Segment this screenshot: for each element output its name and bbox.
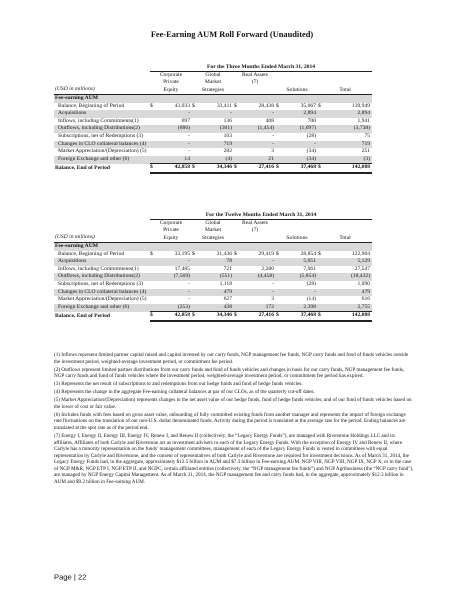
footnote: (7) Energy I, Energy II, Energy III, Energy IV, Renew I, and Renew II (collectively, the “Legacy Energy Funds”), are managed with Riverstone Holdings LLC and its affiliates. Affiliates of both Carlyle and Riverstone act as investment advisers to each of the Legacy Energy Funds. With the exception of Energy IV and Renew II, where Carlyle has a minority representation on the funds’ management committees, management of each of the Legacy Energy Funds is vested in committees with equal representation by Carlyle and Riverstone, and the consent of representatives of both Carlyle and Riverstone are required for investment decisions. As of March 31, 2014, the Legacy Energy Funds had, in the aggregate, approximately $12.5 billion in AUM and $7.3 billion in Fee-earning AUM. NGP VIII, NGP VIII, NGP IX, NGP X, or in the case of NGP M&R, NGP ETP I, NGP ETP II, and NGPC, certain affiliated entities (collectively, the “NGP management fee funds”) and NGP Agribusiness (the “NGP carry fund”), are managed by NGP Energy Capital Management. As of March 31, 2014, the NGP management fee and carry funds had, in the aggregate, approximately $12.3 billion in AUM and $9.2 billion in Fee-earning AUM.: [54, 433, 414, 485]
column-header: Strategies: [192, 86, 234, 94]
currency-symbol: $: [192, 250, 195, 257]
currency-symbol: $: [318, 312, 324, 321]
row-label: Balance, Beginning of Period: [58, 250, 125, 257]
period-heading: For the Three Months Ended March 31, 2014: [150, 63, 372, 72]
table-cell: (1,097): [282, 125, 318, 133]
table-cell: 28,438: [258, 102, 274, 109]
total-row: [54, 164, 372, 173]
table-cell: -: [282, 289, 318, 297]
table-cell: 3: [271, 296, 274, 303]
table-row: [54, 148, 372, 156]
currency-symbol: $: [192, 102, 195, 109]
currency-symbol: $: [318, 102, 321, 109]
column-header: Solutions: [276, 234, 318, 242]
currency-symbol: $: [276, 164, 282, 173]
table-cell: -: [188, 132, 190, 139]
column-header-row: [54, 234, 372, 242]
currency-symbol: $: [234, 164, 240, 173]
table-cell: (301): [198, 125, 234, 133]
table-cell: (4): [198, 156, 234, 164]
column-header: Corporate: [159, 72, 183, 78]
table-cell: 627: [223, 296, 232, 303]
period-header-row: [54, 211, 372, 220]
page-label: Page: [54, 572, 72, 582]
table-row: [54, 296, 372, 304]
table-cell: 27,416: [240, 312, 276, 321]
table-cell: -: [156, 110, 192, 118]
table-row: [54, 289, 372, 297]
row-label: Acquisitions: [54, 110, 150, 118]
column-header-row: [54, 220, 372, 228]
currency-symbol: $: [150, 164, 156, 173]
currency-symbol: $: [318, 250, 321, 257]
column-header-row: [54, 86, 372, 94]
table-cell: 27,416: [240, 164, 276, 173]
column-header: Market: [204, 79, 222, 86]
column-header: Market: [204, 227, 222, 234]
footnote: (6) Includes funds with fees based on gross asset value, onboarding of fully committed existing funds from another manager and represents the impact of foreign exchange rate fluctuations on the translation of our non-U.S. dollar denominated funds. Activity during the period is translated at the average rate for the period. Ending balances are translated at the spot rate as of the period end.: [54, 411, 406, 431]
page-separator: |: [73, 572, 76, 582]
table-cell: 35,067: [300, 102, 316, 109]
period-heading: For the Twelve Months Ended March 31, 2014: [150, 211, 372, 220]
currency-symbol: $: [150, 102, 153, 109]
table-cell: -: [156, 289, 192, 297]
column-header: Global: [205, 72, 221, 78]
table-cell: 37,468: [282, 312, 318, 321]
column-header: (7): [251, 79, 259, 86]
table-cell: 479: [198, 289, 234, 297]
table-row: [54, 251, 372, 259]
column-header: Equity: [150, 86, 192, 94]
three-month-roll-forward-table: [54, 63, 372, 174]
column-header: Private: [163, 79, 179, 86]
row-label: Outflows, including Distributions(2): [54, 125, 150, 133]
table-cell: 3: [271, 148, 274, 155]
column-header-row: [54, 79, 372, 86]
table-cell: 27,547: [354, 265, 371, 272]
table-cell: 37,468: [282, 164, 318, 173]
table-cell: (253): [156, 304, 192, 312]
table-cell: 5,051: [282, 258, 318, 266]
row-label: Foreign Exchange and other (6): [54, 156, 150, 164]
table-cell: 17,485: [174, 265, 190, 272]
row-label: Changes in CLO collateral balances (4): [54, 141, 150, 149]
column-header: Total: [318, 86, 372, 94]
footnote: (4) Represents the change in the aggregate Fee-earning collateral balances at par of our CLOs, as of the quarterly cut-off dates.: [54, 389, 315, 396]
currency-symbol: $: [234, 102, 237, 109]
table-cell: 34,346: [198, 164, 234, 173]
table-cell: 21: [240, 156, 276, 164]
table-cell: 33,195: [174, 250, 190, 257]
section-header-row: [54, 243, 372, 251]
table-row: [54, 125, 372, 133]
table-cell: -: [240, 289, 276, 297]
table-cell: 142,088: [324, 312, 372, 321]
table-cell: (4,458): [240, 273, 276, 281]
table-row: [54, 141, 372, 149]
row-label: Inflows, including Commitments(1): [58, 117, 139, 124]
row-label: Balance, End of Period: [55, 165, 111, 172]
footnote: (2) Outflows represent limited partner distributions from our carry funds and fund of funds vehicles and changes in basis for our carry funds, NGP management fee funds, NGP carry funds and fund of funds vehicles where the investment period, weighted-average investment period, or commitment fee period has expired.: [54, 366, 405, 380]
currency-symbol: $: [192, 312, 198, 321]
row-label: Inflows, including Commitments(1): [58, 265, 139, 272]
table-cell: 719: [324, 141, 372, 149]
currency-symbol: $: [276, 250, 279, 257]
column-header-row: [54, 227, 372, 234]
table-cell: 1,090: [357, 280, 371, 287]
footnote: (1) Inflows represent limited partner capital raised and capital invested by our carry funds, NGP management fee funds, NGP carry funds and fund of funds vehicles outside the investment period, weighted-average investment period, or commitment fee period.: [54, 352, 409, 365]
column-header: Strategies: [192, 234, 234, 242]
table-cell: -: [272, 132, 274, 139]
currency-symbol: $: [276, 102, 279, 109]
table-cell: 2,280: [261, 265, 274, 272]
table-cell: 1,118: [219, 280, 232, 287]
table-cell: 34,346: [198, 312, 234, 321]
row-label: Market Appreciation/(Depreciation) (5): [58, 296, 147, 303]
table-cell: (7,569): [156, 273, 192, 281]
table-cell: 408: [265, 117, 274, 124]
table-cell: 28,854: [300, 250, 316, 257]
twelve-month-roll-forward-table: [54, 211, 372, 322]
table-cell: 75: [364, 132, 371, 139]
table-cell: 42,858: [156, 164, 192, 173]
section-header-row: [54, 95, 372, 103]
page-footer: [54, 572, 86, 582]
table-cell: 719: [198, 141, 234, 149]
table-row: [54, 133, 372, 141]
currency-symbol: $: [150, 250, 153, 257]
table-row: [54, 273, 372, 281]
currency-symbol: $: [234, 312, 240, 321]
table-row: [54, 156, 372, 164]
table-cell: 2,398: [282, 304, 318, 312]
currency-symbol: $: [234, 250, 237, 257]
table-cell: -: [282, 141, 318, 149]
table-cell: 2,755: [324, 304, 372, 312]
section-label: Fee-earning AUM: [54, 243, 150, 251]
table-cell: -: [240, 110, 276, 118]
table-cell: -: [198, 110, 234, 118]
table-row: [54, 281, 372, 289]
table-cell: 2,894: [324, 110, 372, 118]
page-title: Fee-Earning AUM Roll Forward (Unaudited): [150, 30, 314, 39]
table-cell: 616: [361, 296, 371, 303]
currency-symbol: $: [318, 164, 324, 173]
table-cell: -: [156, 141, 192, 149]
total-row: [54, 312, 372, 321]
row-label: Foreign Exchange and other (6): [54, 304, 150, 312]
table-cell: -: [272, 280, 274, 287]
table-cell: 697: [181, 117, 190, 124]
footnote: (3) Represents the net result of subscriptions to and redemptions from our hedge funds and fund of hedge funds vehicles.: [54, 381, 303, 388]
table-cell: (3): [324, 156, 372, 164]
table-cell: -: [240, 141, 276, 149]
table-row: [54, 118, 372, 126]
table-cell: 14: [156, 156, 192, 164]
table-cell: 1,941: [357, 117, 371, 124]
table-cell: 78: [198, 258, 234, 266]
row-label: Outflows, including Distributions(2): [54, 273, 150, 281]
table-cell: -: [188, 296, 190, 303]
row-label: Balance, End of Period: [55, 313, 111, 320]
column-header: Solutions: [276, 86, 318, 94]
footnote: (5) Market Appreciation/(Depreciation) represents changes in the net asset value of our hedge funds, fund of hedge funds vehicles, and of our fund of funds vehicles based on the lower of cost or fair value.: [54, 397, 412, 410]
row-label: Market Appreciation/(Depreciation) (5): [58, 148, 147, 155]
table-cell: -: [156, 258, 192, 266]
column-header: Total: [318, 234, 372, 242]
units-label: (USD in millions): [54, 234, 150, 242]
table-cell: 282: [223, 148, 232, 155]
table-cell: 136: [223, 117, 232, 124]
column-header: Private: [163, 227, 179, 234]
table-cell: (28): [306, 280, 316, 287]
table-cell: 721: [223, 265, 232, 272]
table-row: [54, 103, 372, 111]
column-header: Real Assets: [242, 220, 268, 226]
table-cell: (28): [306, 132, 316, 139]
table-cell: (3,738): [324, 125, 372, 133]
table-row: [54, 258, 372, 266]
table-cell: 479: [324, 289, 372, 297]
section-label: Fee-earning AUM: [54, 95, 150, 103]
table-cell: (551): [198, 273, 234, 281]
column-header: (7): [251, 227, 259, 234]
units-label: (USD in millions): [54, 86, 150, 94]
table-row: [54, 304, 372, 312]
table-cell: (14): [306, 296, 316, 303]
table-cell: -: [240, 258, 276, 266]
row-label: Balance, Beginning of Period: [58, 102, 125, 109]
row-label: Acquisitions: [54, 258, 150, 266]
table-cell: 122,904: [351, 250, 371, 257]
table-cell: 2,894: [282, 110, 318, 118]
currency-symbol: $: [276, 312, 282, 321]
table-cell: 103: [223, 132, 232, 139]
table-row: [54, 266, 372, 274]
currency-symbol: $: [150, 312, 156, 321]
page-number: 22: [77, 572, 87, 582]
table-cell: (34): [282, 156, 318, 164]
column-header: Corporate: [159, 220, 183, 226]
table-cell: (1,454): [240, 125, 276, 133]
column-header: Global: [205, 220, 221, 226]
table-cell: 142,088: [324, 164, 372, 173]
table-cell: 251: [361, 148, 371, 155]
row-label: Changes in CLO collateral balances (4): [54, 289, 150, 297]
table-cell: -: [188, 280, 190, 287]
table-cell: (886): [156, 125, 192, 133]
table-cell: 172: [240, 304, 276, 312]
period-header-row: [54, 63, 372, 72]
table-cell: (5,854): [282, 273, 318, 281]
column-header-row: [54, 72, 372, 80]
table-row: [54, 110, 372, 118]
table-cell: 139,949: [351, 102, 371, 109]
table-cell: 31,436: [216, 250, 232, 257]
table-cell: 700: [307, 117, 316, 124]
table-cell: 42,858: [156, 312, 192, 321]
table-cell: 438: [198, 304, 234, 312]
table-cell: 5,129: [324, 258, 372, 266]
column-header: Real Assets: [242, 72, 268, 78]
table-cell: 43,033: [174, 102, 190, 109]
table-cell: (34): [306, 148, 316, 155]
table-cell: (18,432): [324, 273, 372, 281]
table-cell: -: [188, 148, 190, 155]
currency-symbol: $: [192, 164, 198, 173]
table-cell: 33,411: [216, 102, 232, 109]
footnotes: [54, 352, 414, 487]
column-header: Equity: [150, 234, 192, 242]
table-cell: 29,419: [258, 250, 274, 257]
table-cell: 7,061: [303, 265, 316, 272]
row-label: Subscriptions, net of Redemptions (3): [58, 280, 143, 287]
row-label: Subscriptions, net of Redemptions (3): [58, 132, 143, 139]
